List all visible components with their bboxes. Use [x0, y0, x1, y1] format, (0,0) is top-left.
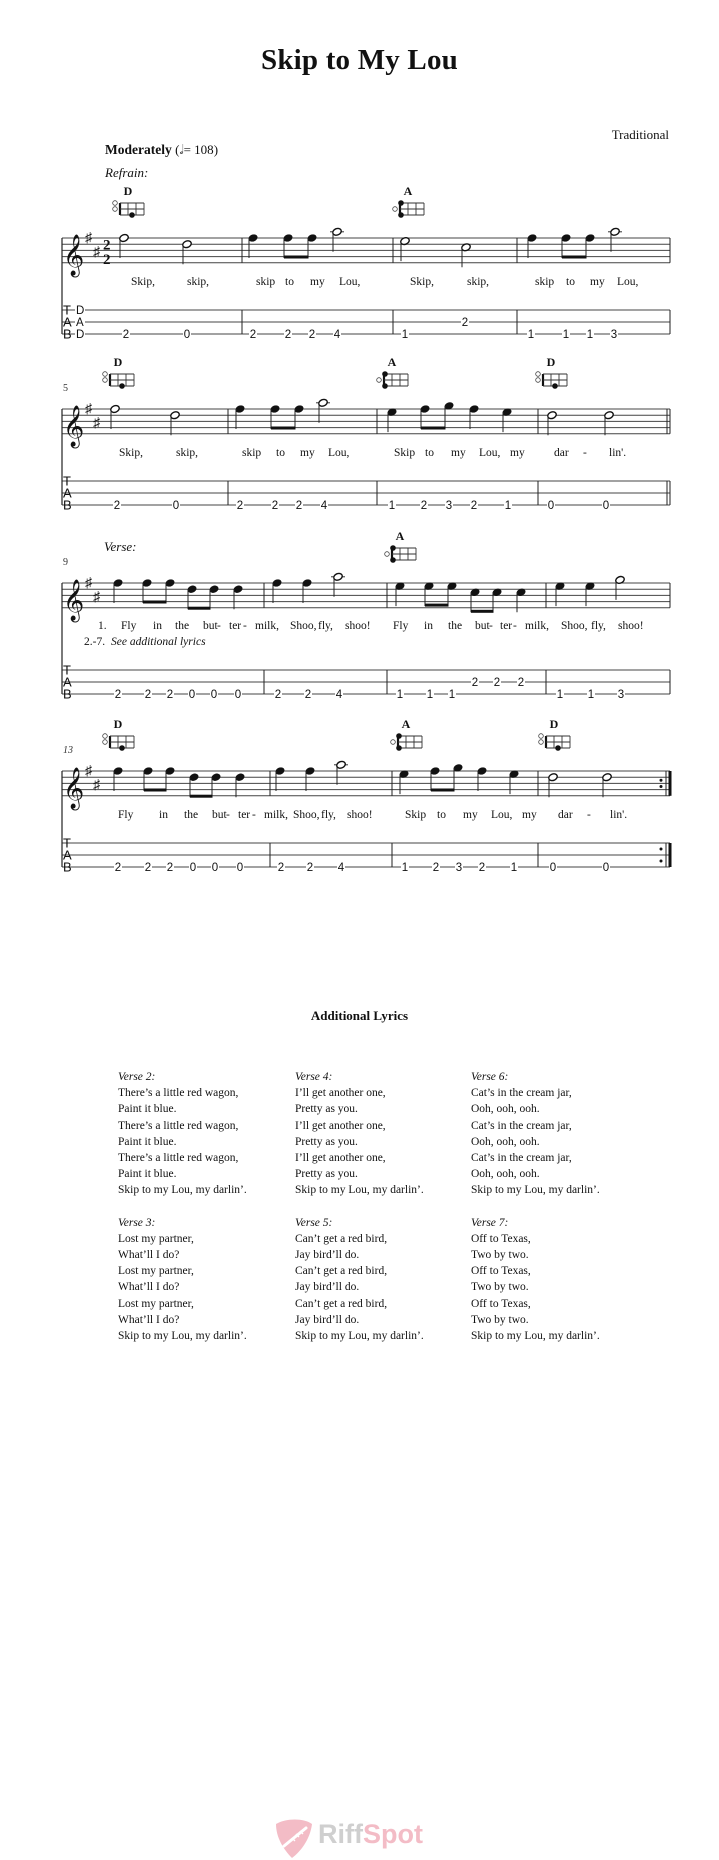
lyric-syllable: Shoo, — [290, 620, 317, 632]
tab-fret-number: 4 — [320, 500, 328, 512]
half-note-icon: 𝅗𝅥 — [179, 142, 184, 157]
lyric-syllable: ter — [229, 620, 242, 632]
tab-fret-number: 2 — [306, 862, 314, 874]
verse-line: Cat’s in the cream jar, — [471, 1152, 572, 1165]
lyric-syllable: Lou, — [328, 447, 350, 459]
treble-clef-icon: 𝄞 — [63, 405, 85, 446]
lyric-syllable: - — [489, 620, 493, 632]
lyrics-column-3 — [471, 1069, 641, 1360]
lyric-syllable: skip — [242, 447, 262, 459]
tab-fret-number: 2 — [295, 500, 303, 512]
open-string-icon — [393, 207, 398, 212]
verse-line: Two by two. — [471, 1249, 529, 1262]
lyric-syllable: Lou, — [491, 809, 513, 821]
open-string-icon — [536, 378, 541, 383]
chord-diagram-d — [103, 372, 134, 389]
tab-fret-number: 2 — [236, 500, 244, 512]
lyric-syllable: - — [217, 620, 221, 632]
tab-fret-number: 3 — [445, 500, 453, 512]
verse-line: Off to Texas, — [471, 1232, 531, 1245]
verse-block — [295, 1069, 465, 1199]
sharp-icon: ♯ — [85, 402, 92, 417]
tab-fret-number: 1 — [586, 329, 594, 341]
lyric-syllable: to — [285, 276, 294, 288]
lyric-syllable: my — [463, 809, 478, 821]
tab-fret-number: 2 — [144, 689, 152, 701]
lyric-syllable: - — [243, 620, 247, 632]
lyric-syllable: to — [425, 447, 434, 459]
tab-clef-letter: B — [63, 497, 72, 513]
chord-diagram-a — [377, 371, 408, 389]
lyric-syllable: fly, — [321, 809, 336, 821]
tab-fret-number: 2 — [114, 689, 122, 701]
beam — [143, 601, 167, 604]
lyric-syllable: ter — [238, 809, 251, 821]
tab-fret-number: 0 — [210, 689, 218, 701]
lyric-syllable: fly, — [591, 620, 606, 632]
tab-fret-number: 0 — [234, 689, 242, 701]
treble-clef-icon: 𝄞 — [63, 234, 85, 275]
chord-name: A — [387, 355, 397, 369]
verse-line: Lost my partner, — [118, 1297, 194, 1310]
lyric-syllable: my — [451, 447, 466, 459]
sharp-icon: ♯ — [93, 777, 100, 793]
chord-name: A — [403, 184, 413, 198]
lyric-syllable: the — [184, 809, 199, 821]
verse-block — [471, 1069, 641, 1199]
tab-clef-letter: B — [63, 686, 72, 702]
tab-fret-number: 2 — [432, 862, 440, 874]
verse-line: Cat’s in the cream jar, — [471, 1087, 572, 1100]
open-string-icon — [103, 734, 108, 739]
verse-line: There’s a little red wagon, — [118, 1087, 239, 1100]
verse-line: There’s a little red wagon, — [118, 1119, 239, 1132]
tab-fret-number: 1 — [396, 689, 404, 701]
lyric-syllable: in — [153, 620, 162, 632]
tempo-value: (𝅗𝅥= 108) — [175, 142, 219, 157]
verse-heading: Verse 3: — [118, 1216, 156, 1229]
lyric-syllable: but — [475, 620, 490, 632]
lyric-syllable: milk, — [255, 620, 279, 632]
measure-number: 9 — [63, 557, 68, 568]
lyric-syllable: dar — [554, 447, 569, 459]
tab-fret-number: 4 — [335, 689, 343, 701]
tuning-note: D — [76, 329, 85, 341]
tab-fret-number: 0 — [189, 862, 197, 874]
tab-fret-number: 2 — [471, 677, 479, 689]
open-string-icon — [113, 207, 118, 212]
tab-fret-number: 1 — [510, 862, 518, 874]
tab-clef-letter: B — [63, 326, 72, 342]
verse-heading: Verse 4: — [295, 1071, 333, 1083]
beam — [431, 789, 455, 792]
time-signature-bottom: 2 — [103, 251, 111, 268]
tab-fret-number: 2 — [517, 677, 525, 689]
verse-line: Lost my partner, — [118, 1232, 194, 1245]
open-string-icon — [103, 372, 108, 377]
lyric-syllable: my — [522, 809, 537, 821]
finger-dot-icon — [555, 745, 561, 751]
lyric-syllable: skip, — [187, 276, 210, 288]
tab-fret-number: 0 — [183, 329, 191, 341]
tab-fret-number: 2 — [493, 677, 501, 689]
section-label: Verse: — [104, 539, 137, 554]
lyric-syllable: Shoo, — [561, 620, 588, 632]
tab-fret-number: 2 — [249, 329, 257, 341]
tab-clef-letter: T — [63, 302, 71, 318]
lyric-syllable: to — [566, 276, 575, 288]
lyric-syllable: lin'. — [610, 809, 628, 821]
lyric-syllable: my — [310, 276, 325, 288]
tab-fret-number: 2 — [113, 500, 121, 512]
finger-dot-icon — [382, 371, 388, 377]
lyric-syllable: - — [513, 620, 517, 632]
lyric-syllable: shoo! — [345, 620, 371, 632]
verse-line: Jay bird’ll do. — [295, 1313, 360, 1326]
finger-dot-icon — [129, 212, 135, 218]
lyric-syllable: but — [203, 620, 218, 632]
verse-line: Pretty as you. — [295, 1168, 358, 1181]
open-string-icon — [103, 378, 108, 383]
sharp-icon: ♯ — [93, 244, 100, 260]
verse-line: Cat’s in the cream jar, — [471, 1119, 572, 1132]
section-label: Refrain: — [105, 165, 149, 180]
verse-line: Jay bird’ll do. — [295, 1281, 360, 1294]
lyric-syllable: skip, — [176, 447, 199, 459]
verse-line: Skip to my Lou, my darlin’. — [118, 1330, 247, 1343]
tab-fret-number: 2 — [461, 317, 469, 329]
beam — [471, 610, 494, 613]
lyric-syllable: in — [424, 620, 433, 632]
repeat-barline — [669, 843, 672, 867]
chord-diagram-a — [391, 733, 422, 751]
lyric-syllable: - — [252, 809, 256, 821]
chord-name: D — [546, 355, 556, 369]
beam — [188, 607, 211, 610]
tab-fret-number: 0 — [188, 689, 196, 701]
chord-diagram-d — [113, 201, 144, 218]
lyric-note: See additional lyrics — [111, 636, 206, 648]
verse-line: Pretty as you. — [295, 1103, 358, 1116]
composer-credit: Traditional — [611, 127, 669, 142]
verse-line: Skip to my Lou, my darlin’. — [295, 1330, 424, 1343]
tab-clef-letter: A — [63, 314, 72, 330]
verse-line: Two by two. — [471, 1281, 529, 1294]
lyric-syllable: Skip — [405, 809, 427, 821]
tab-fret-number: 1 — [448, 689, 456, 701]
tab-fret-number: 1 — [401, 329, 409, 341]
lyric-syllable: fly, — [318, 620, 333, 632]
open-string-icon — [377, 378, 382, 383]
lyric-syllable: Skip, — [410, 276, 434, 288]
additional-lyrics-heading: Additional Lyrics — [310, 1008, 409, 1023]
chord-name: D — [549, 717, 559, 731]
lyric-syllable: shoo! — [618, 620, 644, 632]
tab-fret-number: 2 — [478, 862, 486, 874]
beam — [425, 604, 449, 607]
repeat-dot-icon — [660, 860, 663, 863]
tab-fret-number: 1 — [401, 862, 409, 874]
sharp-icon: ♯ — [85, 576, 92, 591]
repeat-barline — [669, 771, 672, 796]
tab-fret-number: 2 — [166, 689, 174, 701]
repeat-dot-icon — [660, 779, 663, 782]
sharp-icon: ♯ — [85, 231, 92, 246]
verse-line: Paint it blue. — [118, 1135, 177, 1148]
tuning-note: D — [76, 305, 85, 317]
chord-name: D — [113, 355, 123, 369]
tab-fret-number: 2 — [470, 500, 478, 512]
finger-dot-icon — [398, 212, 404, 218]
lyric-syllable: milk, — [264, 809, 288, 821]
tab-fret-number: 0 — [547, 500, 555, 512]
tab-fret-number: 4 — [333, 329, 341, 341]
verse-line: Off to Texas, — [471, 1297, 531, 1310]
tab-fret-number: 1 — [562, 329, 570, 341]
lyric-syllable: Skip, — [119, 447, 143, 459]
song-title: Skip to My Lou — [261, 44, 458, 76]
tab-fret-number: 2 — [308, 329, 316, 341]
riffspot-logo — [272, 1818, 452, 1858]
tab-fret-number: 1 — [426, 689, 434, 701]
verse-block — [118, 1215, 288, 1345]
tab-fret-number: 0 — [236, 862, 244, 874]
lyric-syllable: in — [159, 809, 168, 821]
chord-diagram-d — [536, 372, 567, 389]
beam — [421, 427, 446, 430]
verse-heading: Verse 7: — [471, 1216, 509, 1229]
tab-fret-number: 0 — [211, 862, 219, 874]
verse-line: Can’t get a red bird, — [295, 1265, 388, 1278]
lyric-syllable: ter — [500, 620, 513, 632]
verse-line: I’ll get another one, — [295, 1152, 386, 1165]
tab-fret-number: 2 — [274, 689, 282, 701]
chord-name: D — [113, 717, 123, 731]
tab-clef-letter: A — [63, 674, 72, 690]
verse-line: Skip to my Lou, my darlin’. — [295, 1184, 424, 1197]
time-signature-top: 2 — [103, 237, 111, 254]
sharp-icon: ♯ — [93, 589, 100, 605]
tab-fret-number: 1 — [388, 500, 396, 512]
finger-dot-icon — [396, 733, 402, 739]
lyric-syllable: - — [583, 447, 587, 459]
verse-heading: Verse 5: — [295, 1216, 333, 1229]
open-string-icon — [385, 552, 390, 557]
verse-number: 2.-7. — [84, 636, 106, 648]
beam — [284, 256, 309, 259]
tab-fret-number: 4 — [337, 862, 345, 874]
tab-fret-number: 1 — [587, 689, 595, 701]
system-2 — [62, 398, 670, 511]
verse-line: Jay bird’ll do. — [295, 1249, 360, 1262]
lyric-syllable: Fly — [121, 620, 137, 632]
open-string-icon — [536, 372, 541, 377]
repeat-dot-icon — [660, 848, 663, 851]
tab-fret-number: 2 — [304, 689, 312, 701]
tab-fret-number: 1 — [556, 689, 564, 701]
open-string-icon — [103, 740, 108, 745]
tab-fret-number: 2 — [114, 862, 122, 874]
lyric-syllable: the — [448, 620, 463, 632]
chord-diagram-a — [385, 545, 416, 563]
lyric-syllable: my — [300, 447, 315, 459]
measure-number: 5 — [63, 383, 68, 394]
tab-fret-number: 2 — [420, 500, 428, 512]
finger-dot-icon — [390, 545, 396, 551]
open-string-icon — [391, 740, 396, 745]
verse-line: What’ll I do? — [118, 1249, 180, 1262]
verse-line: Two by two. — [471, 1313, 529, 1326]
tab-clef-letter: T — [63, 473, 71, 489]
chord-diagram-a — [393, 200, 424, 218]
sharp-icon: ♯ — [93, 415, 100, 431]
tab-fret-number: 1 — [504, 500, 512, 512]
lyric-syllable: my — [590, 276, 605, 288]
tab-fret-number: 0 — [172, 500, 180, 512]
verse-line: Ooh, ooh, ooh. — [471, 1168, 540, 1181]
lyric-syllable: shoo! — [347, 809, 373, 821]
finger-dot-icon — [398, 200, 404, 206]
chord-diagram-d — [539, 734, 570, 751]
open-string-icon — [539, 740, 544, 745]
verse-block — [471, 1215, 641, 1345]
verse-block — [118, 1069, 288, 1199]
tab-fret-number: 2 — [277, 862, 285, 874]
lyric-syllable: skip, — [467, 276, 490, 288]
verse-block — [295, 1215, 465, 1345]
lyric-syllable: - — [587, 809, 591, 821]
lyric-syllable: milk, — [525, 620, 549, 632]
verse-line: Pretty as you. — [295, 1135, 358, 1148]
lyric-syllable: Skip — [394, 447, 416, 459]
beam — [562, 256, 587, 259]
chord-name: A — [401, 717, 411, 731]
sharp-icon: ♯ — [85, 764, 92, 779]
verse-line: I’ll get another one, — [295, 1119, 386, 1132]
tab-fret-number: 2 — [271, 500, 279, 512]
lyrics-column-1 — [118, 1069, 288, 1360]
tab-clef-letter: A — [63, 847, 72, 863]
chord-name: D — [123, 184, 133, 198]
verse-line: Paint it blue. — [118, 1103, 177, 1116]
treble-clef-icon: 𝄞 — [63, 767, 85, 808]
beam — [144, 789, 167, 792]
verse-line: I’ll get another one, — [295, 1087, 386, 1100]
lyric-syllable: lin'. — [609, 447, 627, 459]
chord-diagram-d — [103, 734, 134, 751]
tab-fret-number: 3 — [610, 329, 618, 341]
verse-line: What’ll I do? — [118, 1313, 180, 1326]
verse-line: Off to Texas, — [471, 1265, 531, 1278]
logo-wordmark: RiffSpot — [318, 1819, 423, 1849]
verse-heading: Verse 2: — [118, 1071, 156, 1083]
tab-fret-number: 0 — [602, 500, 610, 512]
verse-line: Skip to my Lou, my darlin’. — [471, 1330, 600, 1343]
measure-number: 13 — [63, 745, 73, 756]
lyric-syllable: the — [175, 620, 190, 632]
lyric-syllable: Fly — [393, 620, 409, 632]
tab-fret-number: 0 — [602, 862, 610, 874]
finger-dot-icon — [396, 745, 402, 751]
sheet-music-score — [0, 0, 719, 900]
lyric-syllable: - — [226, 809, 230, 821]
repeat-dot-icon — [660, 785, 663, 788]
verse-line: Paint it blue. — [118, 1168, 177, 1181]
chord-name: A — [395, 529, 405, 543]
finger-dot-icon — [552, 383, 558, 389]
open-string-icon — [113, 201, 118, 206]
lyric-syllable: Skip, — [131, 276, 155, 288]
tempo-label: Moderately — [105, 142, 172, 157]
verse-number: 1. — [98, 620, 107, 632]
verse-line: Can’t get a red bird, — [295, 1232, 388, 1245]
lyric-syllable: Fly — [118, 809, 134, 821]
beam — [271, 427, 296, 430]
open-string-icon — [539, 734, 544, 739]
tab-fret-number: 2 — [122, 329, 130, 341]
tab-clef-letter: T — [63, 662, 71, 678]
tab-fret-number: 1 — [527, 329, 535, 341]
tab-clef-letter: T — [63, 835, 71, 851]
guitar-pick-icon — [272, 1816, 316, 1860]
lyric-syllable: Lou, — [617, 276, 639, 288]
beam — [190, 795, 213, 798]
verse-line: Lost my partner, — [118, 1265, 194, 1278]
tab-fret-number: 2 — [144, 862, 152, 874]
verse-line: What’ll I do? — [118, 1281, 180, 1294]
verse-line: Ooh, ooh, ooh. — [471, 1103, 540, 1116]
finger-dot-icon — [119, 745, 125, 751]
lyric-syllable: but — [212, 809, 227, 821]
lyric-syllable: dar — [558, 809, 573, 821]
lyric-syllable: skip — [535, 276, 555, 288]
tab-fret-number: 2 — [284, 329, 292, 341]
tab-fret-number: 3 — [455, 862, 463, 874]
lyric-syllable: Shoo, — [293, 809, 320, 821]
tuning-note: A — [76, 317, 84, 329]
finger-dot-icon — [390, 557, 396, 563]
lyric-syllable: to — [276, 447, 285, 459]
treble-clef-icon: 𝄞 — [63, 579, 85, 620]
lyrics-column-2 — [295, 1069, 465, 1360]
verse-line: Skip to my Lou, my darlin’. — [471, 1184, 600, 1197]
verse-line: Can’t get a red bird, — [295, 1297, 388, 1310]
verse-line: Skip to my Lou, my darlin’. — [118, 1184, 247, 1197]
tab-clef-letter: B — [63, 859, 72, 875]
lyric-syllable: skip — [256, 276, 276, 288]
verse-heading: Verse 6: — [471, 1071, 509, 1083]
finger-dot-icon — [382, 383, 388, 389]
lyric-syllable: my — [510, 447, 525, 459]
verse-line: There’s a little red wagon, — [118, 1152, 239, 1165]
tab-fret-number: 3 — [617, 689, 625, 701]
tab-fret-number: 0 — [549, 862, 557, 874]
lyric-syllable: Lou, — [479, 447, 501, 459]
tab-fret-number: 2 — [166, 862, 174, 874]
verse-line: Ooh, ooh, ooh. — [471, 1135, 540, 1148]
lyric-syllable: Lou, — [339, 276, 361, 288]
finger-dot-icon — [119, 383, 125, 389]
lyric-syllable: to — [437, 809, 446, 821]
tab-clef-letter: A — [63, 485, 72, 501]
